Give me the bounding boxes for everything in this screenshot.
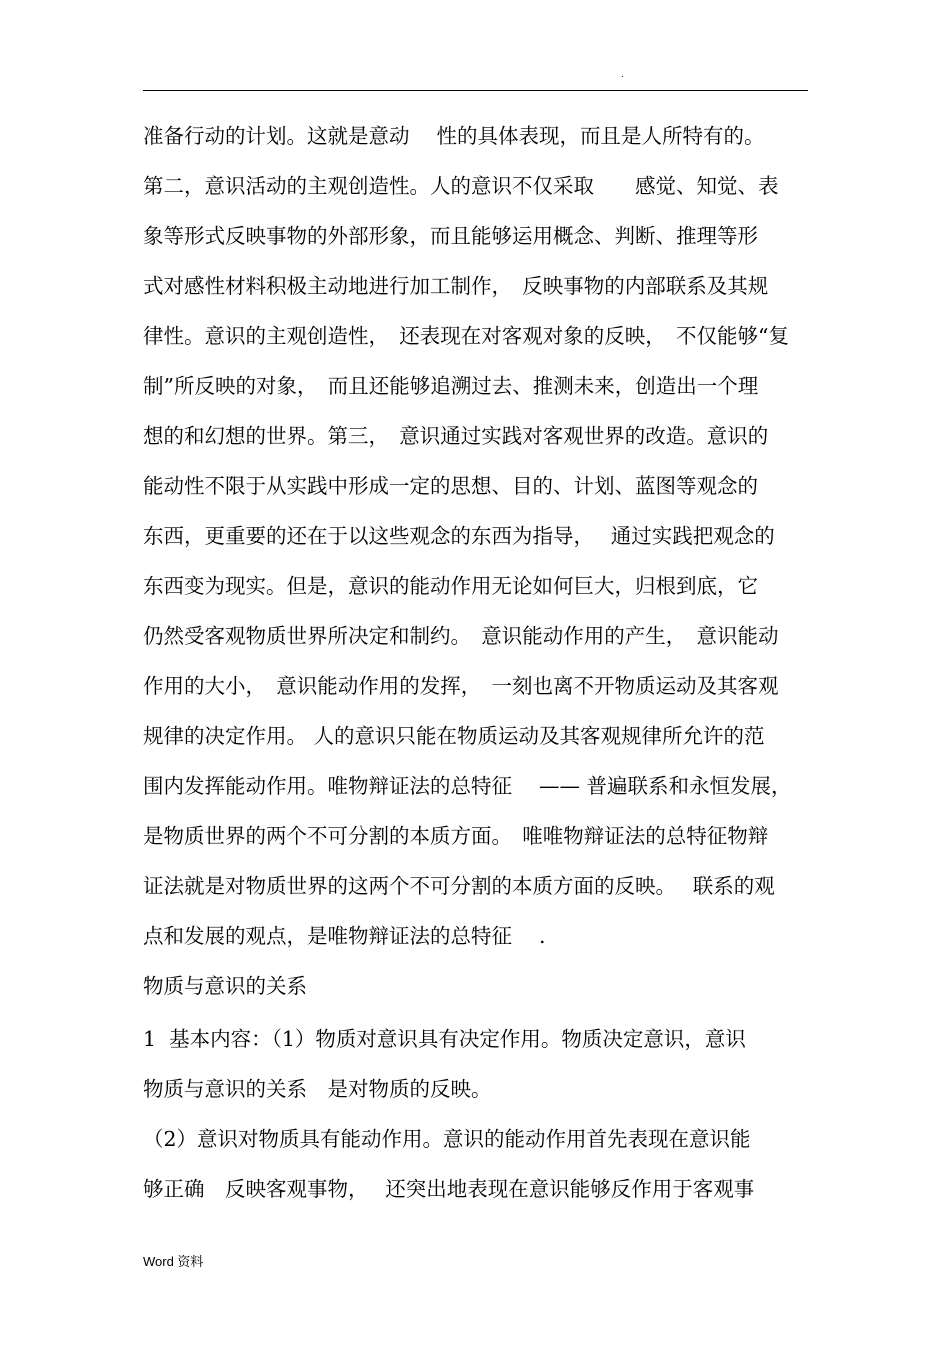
text-line: 制”所反映的对象， 而且还能够追溯过去、推测未来，创造出一个理: [143, 374, 759, 398]
text-line: 象等形式反映事物的外部形象，而且能够运用概念、判断、推理等形: [143, 224, 758, 248]
text-line: 律性。意识的主观创造性， 还表现在对客观对象的反映， 不仅能够“复: [143, 324, 789, 348]
text-line: 规律的决定作用。 人的意识只能在物质运动及其客观规律所允许的范: [143, 724, 765, 748]
text-line: 证法就是对物质世界的这两个不可分割的本质方面的反映。 联系的观: [143, 874, 775, 898]
text-line: 能动性不限于从实践中形成一定的思想、目的、计划、蓝图等观念的: [143, 474, 758, 498]
text-line: 是物质世界的两个不可分割的本质方面。 唯唯物辩证法的总特征物辩: [143, 824, 769, 848]
text-line: 够正确 反映客观事物， 还突出地表现在意识能够反作用于客观事: [143, 1177, 755, 1201]
text-line: 作用的大小， 意识能动作用的发挥， 一刻也离不开物质运动及其客观: [143, 674, 779, 698]
section-heading: 物质与意识的关系: [143, 974, 307, 998]
text-line: 仍然受客观物质世界所决定和制约。 意识能动作用的产生， 意识能动: [143, 624, 779, 648]
text-line: （2）意识对物质具有能动作用。意识的能动作用首先表现在意识能: [143, 1127, 751, 1151]
header-mark: .: [621, 69, 624, 80]
text-line: 第二，意识活动的主观创造性。人的意识不仅采取 感觉、知觉、表: [143, 174, 779, 198]
header-rule: [143, 90, 808, 91]
text-line: 式对感性材料积极主动地进行加工制作， 反映事物的内部联系及其规: [143, 274, 769, 298]
text-line: 1 基本内容：（1）物质对意识具有决定作用。物质决定意识，意识: [143, 1027, 746, 1051]
text-line: 准备行动的计划。这就是意动 性的具体表现，而且是人所特有的。: [143, 124, 765, 148]
footer-label: Word 资料: [143, 1254, 204, 1269]
text-line: 物质与意识的关系 是对物质的反映。: [143, 1077, 492, 1101]
text-line: 围内发挥能动作用。唯物辩证法的总特征 —— 普遍联系和永恒发展，: [143, 774, 792, 798]
text-line: 点和发展的观点，是唯物辩证法的总特征 .: [143, 924, 546, 948]
text-line: 东西变为现实。但是，意识的能动作用无论如何巨大，归根到底，它: [143, 574, 758, 598]
text-line: 想的和幻想的世界。第三， 意识通过实践对客观世界的改造。意识的: [143, 424, 769, 448]
text-line: 东西，更重要的还在于以这些观念的东西为指导， 通过实践把观念的: [143, 524, 775, 548]
